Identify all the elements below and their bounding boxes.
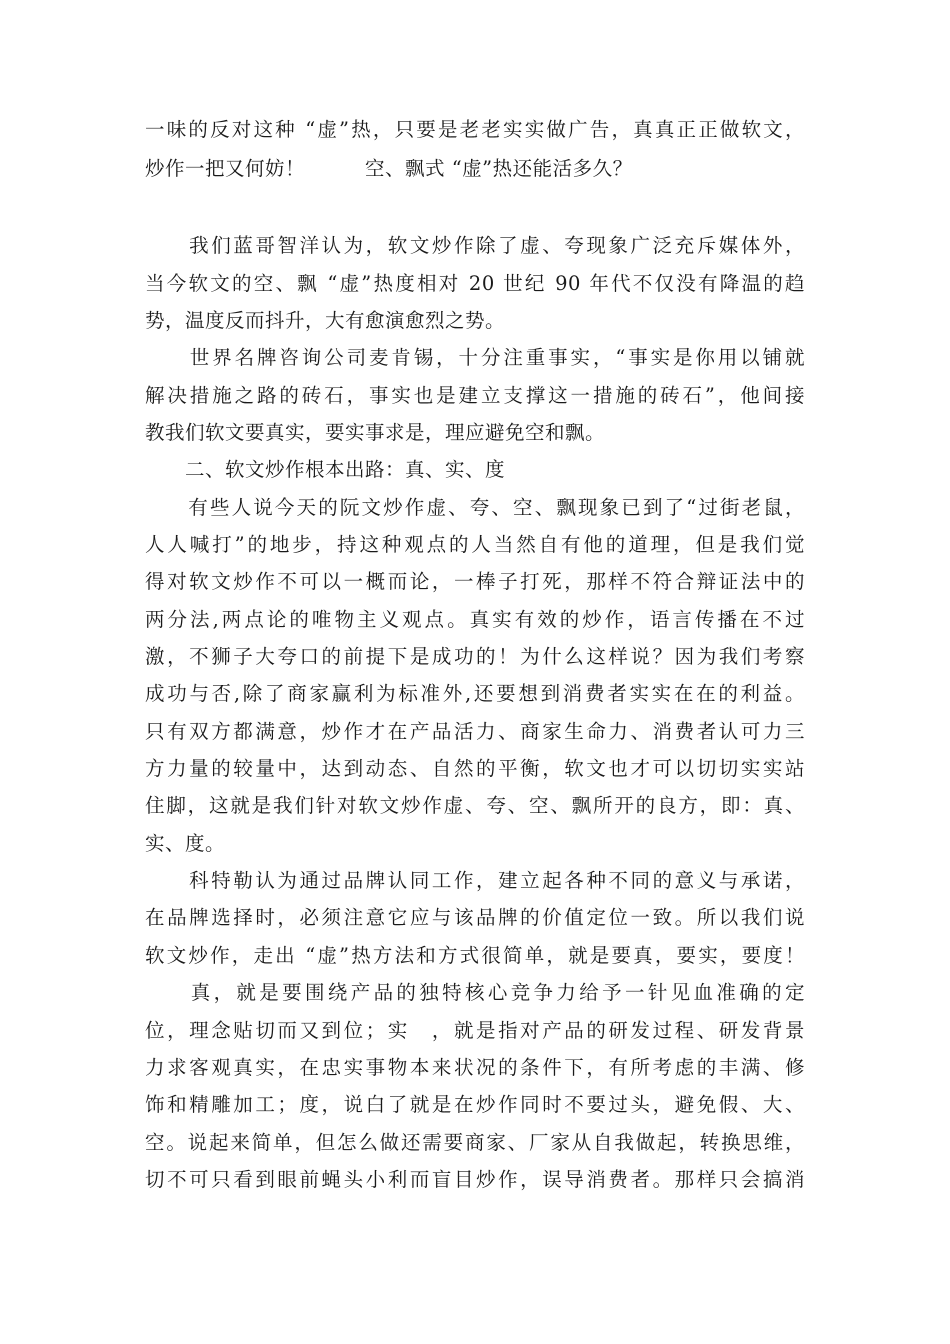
text-line: 我们蓝哥智洋认为，软文炒作除了虚、夸现象广泛充斥媒体外， [145,234,805,257]
text-line: 位，理念贴切而又到位；实 ，就是指对产品的研发过程、研发背景 [145,1019,805,1042]
text-line: 住脚，这就是我们针对软文炒作虚、夸、空、飘所开的良方，即：真、 [145,794,805,817]
text-line: 在品牌选择时，必须注意它应与该品牌的价值定位一致。所以我们说 [145,906,805,929]
text-line: 炒作一把又何妨！ 空、飘式 “虚”热还能活多久？ [145,157,633,180]
text-line: 软文炒作，走出 “虚”热方法和方式很简单，就是要真，要实，要度！ [145,944,805,967]
text-line: 饰和精雕加工；度，说白了就是在炒作同时不要过头，避免假、大、 [145,1093,805,1116]
text-line: 有些人说今天的阮文炒作虚、夸、空、飘现象已到了“过街老鼠， [145,496,805,519]
text-line: 解决措施之路的砖石，事实也是建立支撑这一措施的砖石”，他间接 [145,384,805,407]
text-line: 一味的反对这种 “虚”热，只要是老老实实做广告，真真正正做软文， [145,118,805,141]
text-line: 人人喊打”的地步，持这种观点的人当然自有他的道理，但是我们觉 [145,533,805,556]
text-line: 科特勒认为通过品牌认同工作，建立起各种不同的意义与承诺， [145,869,805,892]
text-line: 教我们软文要真实，要实事求是，理应避免空和飘。 [145,421,606,444]
text-line: 成功与否,除了商家赢利为标准外,还要想到消费者实实在在的利益。 [145,682,805,705]
text-line: 世界名牌咨询公司麦肯锡，十分注重事实，“事实是你用以铺就 [145,346,805,369]
text-line: 力求客观真实，在忠实事物本来状况的条件下，有所考虑的丰满、修 [145,1056,805,1079]
text-line: 激，不狮子大夸口的前提下是成功的！为什么这样说？因为我们考察 [145,645,805,668]
text-line: 得对软文炒作不可以一概而论，一棒子打死，那样不符合辩证法中的 [145,570,805,593]
text-line: 实、度。 [145,832,226,855]
text-line: 方力量的较量中，达到动态、自然的平衡，软文也才可以切切实实站 [145,757,805,780]
text-line: 势，温度反而抖升，大有愈演愈烈之势。 [145,309,506,332]
text-line: 两分法,两点论的唯物主义观点。真实有效的炒作，语言传播在不过 [145,608,805,631]
section-heading: 二、软文炒作根本出路：真、实、度 [145,458,506,481]
text-line: 真，就是要围绕产品的独特核心竞争力给予一针见血准确的定 [145,981,805,1004]
text-line: 只有双方都满意，炒作才在产品活力、商家生命力、消费者认可力三 [145,720,805,743]
text-line: 空。说起来简单，但怎么做还需要商家、厂家从自我做起，转换思维， [145,1131,805,1154]
text-line: 当今软文的空、飘 “虚”热度相对 20 世纪 90 年代不仅没有降温的趋 [145,272,805,295]
text-line: 切不可只看到眼前蝇头小利而盲目炒作，误导消费者。那样只会搞消 [145,1168,805,1191]
